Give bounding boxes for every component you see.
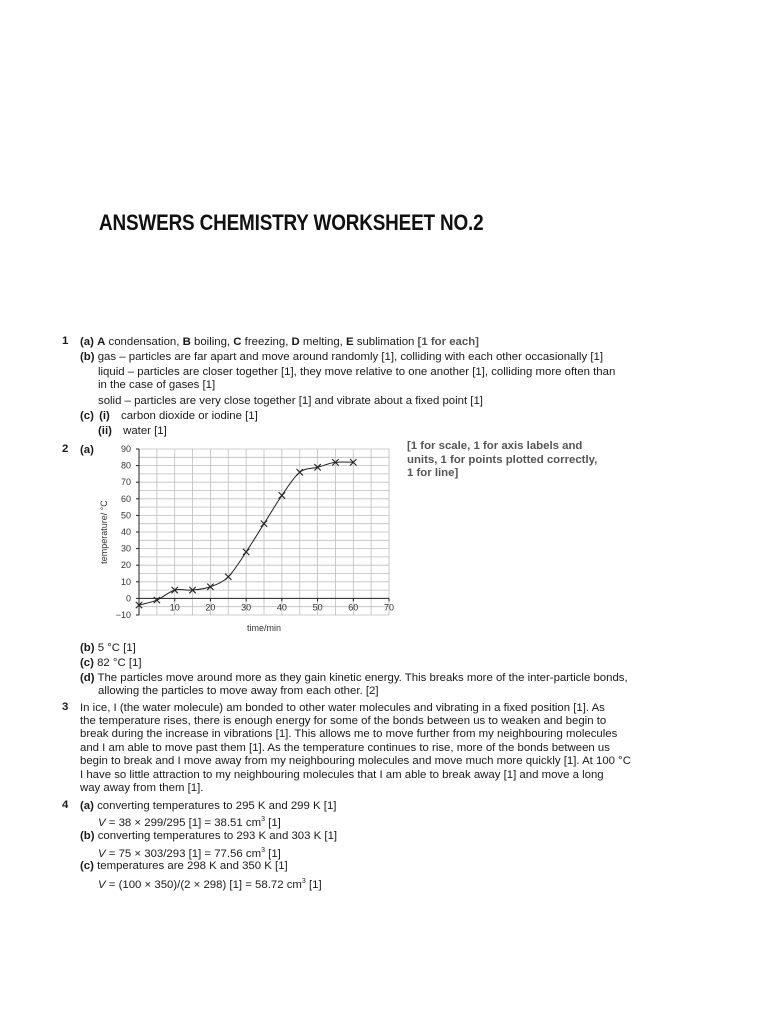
q2d-line-1 [80,671,628,685]
q4b-volume-symbol: V [98,847,106,860]
q1a-letter-0: A [97,336,106,348]
q1b-text-2: liquid – particles are closer together [1], they move relative to one another [1], colliding more often than [98,366,616,378]
y-tick-label: 60 [120,493,131,504]
q1a-answer-1: boiling, [190,336,234,348]
q4a-cube-superscript: 3 [261,816,265,823]
page-title: ANSWERS CHEMISTRY WORKSHEET NO.2 [99,210,484,235]
q1b-label: (b) [80,351,95,363]
q2d-text-1: The particles move around more as they gain kinetic energy. This breaks more of the inter-particle bonds, [97,672,628,684]
q2a-note-line-3: 1 for line] [407,467,459,479]
q1a-letter-2: C [233,336,242,348]
q1a-line [80,335,479,349]
q4a-calc-line [98,813,281,830]
y-tick-label: 20 [120,560,131,571]
q1c-ii-label: (ii) [98,425,112,437]
q4a-calc-mark: [1] [265,816,281,829]
y-tick-label: 30 [120,543,131,554]
q1a-letter-1: B [182,336,191,348]
q1b-line-1 [80,350,603,364]
q2c-line [80,656,142,670]
q4c-volume-symbol: V [98,878,106,891]
y-tick-label: 80 [120,460,131,471]
q2b-text: 5 °C [1] [97,642,136,654]
q2a-mark-note [407,440,597,481]
y-tick-label: 10 [120,576,131,587]
q2a-label: (a) [80,444,94,456]
question-1-number: 1 [62,335,69,347]
q1c-label: (c) [80,410,94,422]
q1c-ii-line [98,424,167,438]
q3-line-3: break during the increase in vibrations [1]. This allows me to move further from my neighbouring molecules [80,728,618,740]
q1a-answer-0: condensation, [105,336,183,348]
q1a-letter-4: E [345,336,354,348]
q4b-label: (b) [80,830,95,842]
q1b-text-3: in the case of gases [1] [98,379,216,391]
q4c-label: (c) [80,860,94,872]
y-tick-label: 0 [125,593,131,604]
q4c-line [80,859,288,873]
q1a-answer-4: sublimation [353,336,415,348]
y-tick-label: 90 [120,444,131,454]
q1c-i-label: (i) [99,410,110,422]
question-4-number: 4 [62,799,69,811]
q3-line-4: and I am able to move past them [1]. As the temperature continues to rise, more of the bonds between us [80,742,610,754]
x-tick-label: 30 [241,602,252,613]
q2b-label: (b) [80,642,95,654]
q4a-calc: = 38 × 299/295 [1] = 38.51 cm [105,816,262,829]
x-tick-label: 70 [383,602,395,613]
q2b-line [80,641,136,655]
y-tick-label: 40 [120,527,131,537]
q1a-answers [97,336,414,348]
q4b-calc: = 75 × 303/293 [1] = 77.56 cm [105,847,262,860]
x-tick-label: 20 [205,602,216,613]
q3-line-2: the temperature rises, there is enough energy for some of the bonds between us to weaken and begin to [80,715,607,727]
question-3-number: 3 [62,701,69,713]
q1a-mark: [1 for each] [417,336,479,348]
q4c-text: temperatures are 298 K and 350 K [1] [97,860,288,872]
q1c-ii-text: water [1] [123,425,167,437]
q1a-letter-3: D [291,336,300,348]
q1c-i-text: carbon dioxide or iodine [1] [121,410,258,422]
x-tick-label: 60 [348,602,359,613]
y-axis-label: temperature/ °C [99,500,109,564]
q4a-label: (a) [80,800,94,812]
q4c-cube-superscript: 3 [301,878,306,885]
question-2-number: 2 [62,443,69,455]
q2c-text: 82 °C [1] [97,657,142,669]
q1b-text-4: solid – particles are very close together [1] and vibrate about a fixed point [1] [98,395,483,407]
q2a-note-line-2: units, 1 for points plotted correctly, [407,453,598,466]
x-tick-label: 40 [276,602,287,613]
y-tick-label: 50 [120,510,131,521]
y-tick-label: 70 [120,477,131,488]
q4b-calc-mark: [1] [265,847,281,860]
x-tick-label: 50 [312,602,323,613]
q3-line-6: I have so little attraction to my neighbouring molecules that I am able to break away [1] and move a long [80,769,604,781]
q2c-label: (c) [80,657,94,669]
q1a-answer-3: melting, [299,336,346,348]
q1a-answer-2: freezing, [241,336,292,348]
q1c-i-line [80,409,258,423]
q2a-note-line-1: [1 for scale, 1 for axis labels and [407,440,583,452]
q4b-line [80,829,337,843]
q4a-line [80,799,336,813]
q1a-label: (a) [80,336,94,348]
q4a-text: converting temperatures to 295 K and 299 K [1] [97,800,337,812]
q3-line-1: In ice, I (the water molecule) am bonded to other water molecules and vibrating in a fixed position [1]. As [80,702,605,714]
q3-line-7: way away from them [1]. [80,782,204,794]
q1b-text-1: gas – particles are far apart and move around randomly [1], colliding with each other occasionally [1] [97,351,603,363]
x-axis-label: time/min [246,623,282,633]
y-tick-label: −10 [115,610,131,620]
q4c-calc: = (100 × 350)/(2 × 298) [1] = 58.72 cm [105,878,302,891]
temperature-time-chart [92,440,402,640]
q4b-text: converting temperatures to 293 K and 303 K [1] [97,830,338,842]
q2d-text-2: allowing the particles to move away from each other. [2] [98,685,379,697]
q4c-calc-line [98,875,322,892]
q2d-label: (d) [80,672,95,684]
q4a-volume-symbol: V [98,816,106,829]
q3-line-5: begin to break and I move away from my neighbouring molecules and move much more quickly [1]. At 100 °C [80,755,631,767]
x-tick-label: 10 [169,602,180,613]
q4c-calc-mark: [1] [305,878,322,891]
q4b-cube-superscript: 3 [261,847,265,854]
